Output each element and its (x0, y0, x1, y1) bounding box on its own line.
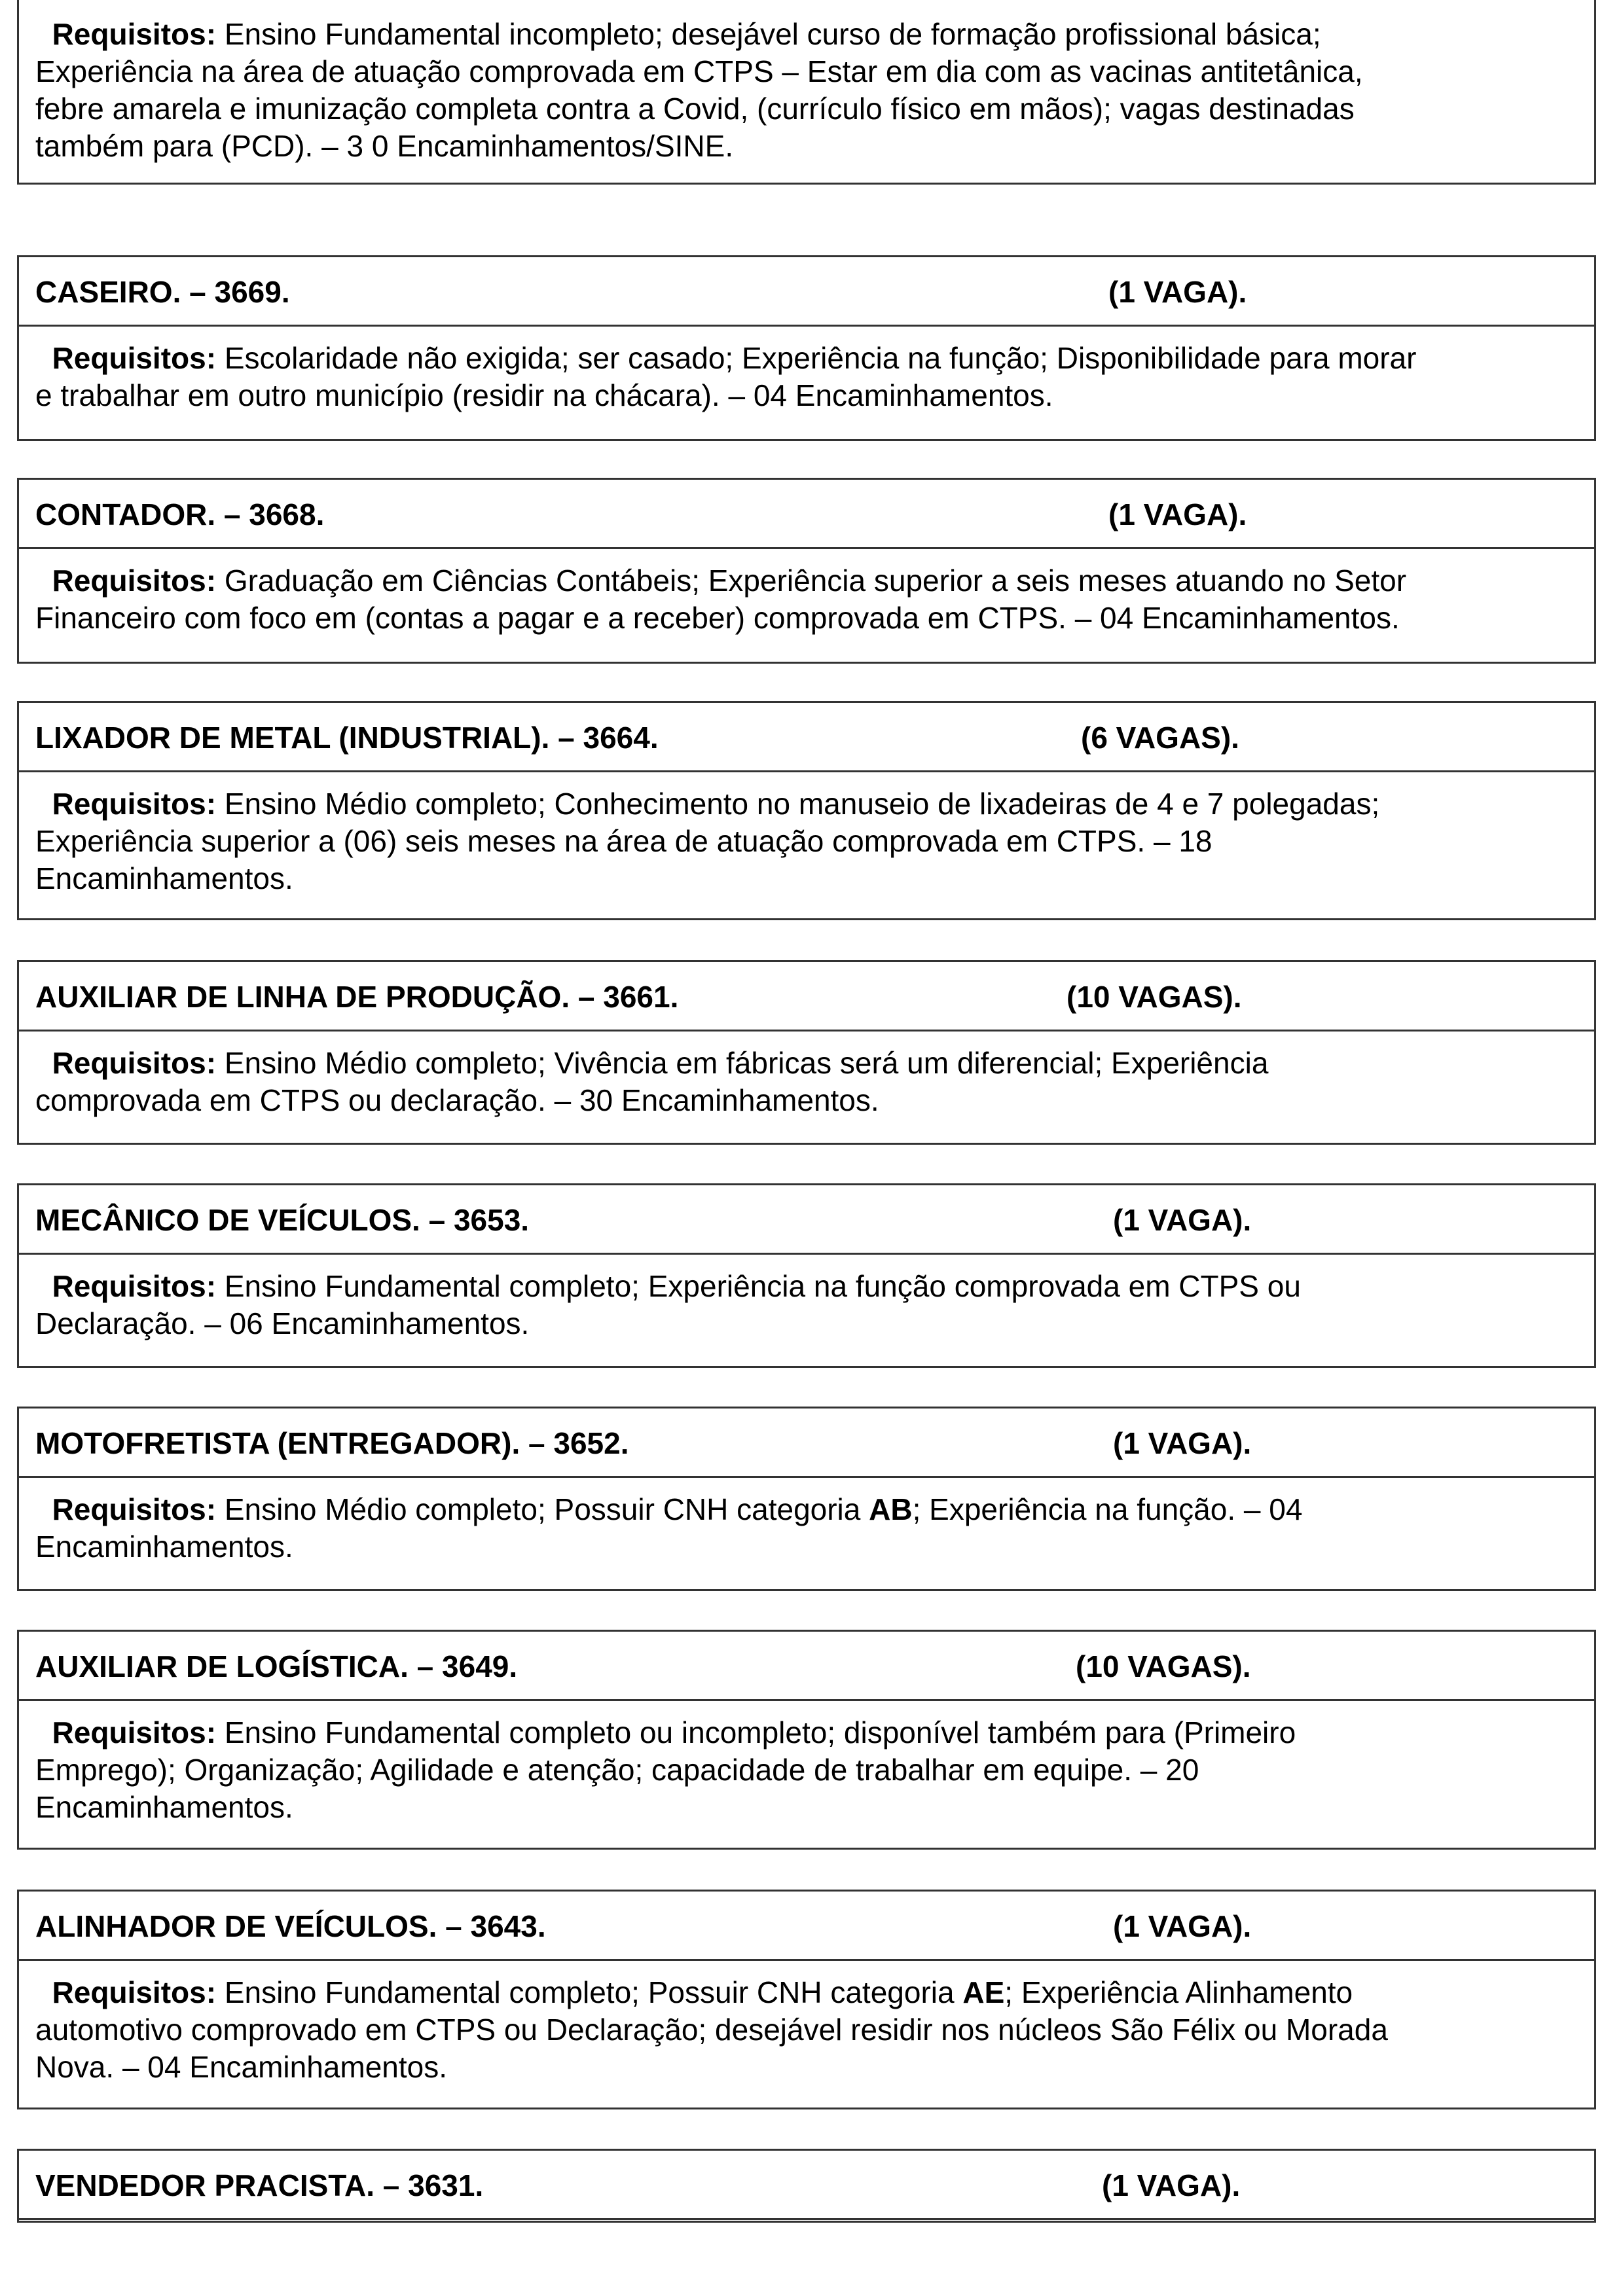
requirement-text: Ensino Fundamental completo; Possuir CNH categoria (224, 1975, 963, 2009)
job-requirements (19, 1961, 1594, 2086)
job-header (19, 703, 1594, 772)
requirement-text: ; Experiência Alinhamento automotivo comprovado em CTPS ou Declaração; desejável residir nos núcleos São Félix ou Morada Nova. – 04 Encaminhamentos. (35, 1975, 1388, 2084)
requirement-text: Ensino Fundamental completo; Experiência na função comprovada em CTPS ou Declaração. – 06 Encaminhamentos. (35, 1269, 1301, 1340)
job-vacancies: (10 VAGAS). (1076, 1649, 1251, 1683)
requisitos-label: Requisitos: (52, 1492, 217, 1526)
job-requirements (19, 1031, 1594, 1119)
job-vacancies: (1 VAGA). (1108, 497, 1247, 531)
requirement-emphasis: AE (962, 1975, 1005, 2009)
requisitos-label: Requisitos: (52, 341, 217, 375)
requirement-text: Ensino Médio completo; Conhecimento no manuseio de lixadeiras de 4 e 7 polegadas; Experiência superior a (06) seis meses na área de atuação comprovada em CTPS. – 18 Encaminhamentos. (35, 787, 1380, 895)
job-header (19, 257, 1594, 327)
requisitos-label: Requisitos: (52, 1269, 217, 1303)
requisitos-label: Requisitos: (52, 1975, 217, 2009)
job-title: VENDEDOR PRACISTA. – 3631. (35, 2168, 484, 2202)
job-requirements (19, 1701, 1594, 1826)
job-header (19, 2151, 1594, 2220)
job-card (17, 1630, 1596, 1850)
job-requirements (19, 772, 1594, 897)
job-requirements (19, 1478, 1594, 1566)
requisitos-label: Requisitos: (52, 17, 217, 51)
job-header (19, 1408, 1594, 1478)
job-vacancies: (1 VAGA). (1113, 1203, 1252, 1237)
requisitos-label: Requisitos: (52, 564, 217, 598)
requisitos-label: Requisitos: (52, 787, 217, 821)
requirement-emphasis: AB (869, 1492, 913, 1526)
job-card (17, 2149, 1596, 2223)
job-title: LIXADOR DE METAL (INDUSTRIAL). – 3664. (35, 721, 659, 755)
job-title: AUXILIAR DE LINHA DE PRODUÇÃO. – 3661. (35, 980, 679, 1014)
job-vacancies: (1 VAGA). (1102, 2168, 1241, 2202)
job-header (19, 962, 1594, 1031)
job-card (17, 960, 1596, 1145)
job-header (19, 1892, 1594, 1961)
job-header (19, 1185, 1594, 1255)
job-requirements (19, 327, 1594, 414)
job-vacancies: (10 VAGAS). (1067, 980, 1242, 1014)
job-requirements (19, 1255, 1594, 1342)
job-title: CASEIRO. – 3669. (35, 275, 290, 309)
requirement-text: Ensino Médio completo; Vivência em fábricas será um diferencial; Experiência comprovada em CTPS ou declaração. – 30 Encaminhamentos. (35, 1046, 1269, 1117)
job-title: CONTADOR. – 3668. (35, 497, 325, 531)
job-requirements (19, 549, 1594, 637)
job-card (17, 1890, 1596, 2109)
requirement-text: ; Experiência na função. – 04 Encaminhamentos. (35, 1492, 1303, 1564)
job-title: AUXILIAR DE LOGÍSTICA. – 3649. (35, 1649, 518, 1683)
job-title: ALINHADOR DE VEÍCULOS. – 3643. (35, 1909, 546, 1943)
job-card (17, 701, 1596, 920)
job-vacancies: (1 VAGA). (1113, 1426, 1252, 1460)
job-header (19, 1632, 1594, 1701)
job-header (19, 480, 1594, 549)
job-requirements (19, 0, 1594, 165)
requisitos-label: Requisitos: (52, 1715, 217, 1749)
job-card (17, 1183, 1596, 1368)
job-vacancies: (1 VAGA). (1108, 275, 1247, 309)
requirement-text: Ensino Médio completo; Possuir CNH categoria (224, 1492, 869, 1526)
requirement-text: Ensino Fundamental completo ou incompleto; disponível também para (Primeiro Emprego); Organização; Agilidade e atenção; capacidade de trabalhar em equipe. – 20 Encaminhamentos. (35, 1715, 1296, 1824)
job-card (17, 255, 1596, 441)
requisitos-label: Requisitos: (52, 1046, 217, 1080)
job-card (17, 0, 1596, 185)
job-title: MECÂNICO DE VEÍCULOS. – 3653. (35, 1203, 530, 1237)
job-vacancies: (6 VAGAS). (1081, 721, 1239, 755)
job-card (17, 478, 1596, 664)
job-vacancies: (1 VAGA). (1113, 1909, 1252, 1943)
job-card (17, 1407, 1596, 1591)
requirement-text: Ensino Fundamental incompleto; desejável curso de formação profissional básica; Experiência na área de atuação comprovada em CTPS – Estar em dia com as vacinas antitetânica, febre amarela e imunização completa contra a Covid, (currículo físico em mãos); vagas destinadas também para (PCD). – 3 0 Encaminhamentos/SINE. (35, 17, 1363, 163)
job-title: MOTOFRETISTA (ENTREGADOR). – 3652. (35, 1426, 629, 1460)
requirement-text: Escolaridade não exigida; ser casado; Experiência na função; Disponibilidade para morar e trabalhar em outro município (residir na chácara). – 04 Encaminhamentos. (35, 341, 1417, 412)
requirement-text: Graduação em Ciências Contábeis; Experiência superior a seis meses atuando no Setor Financeiro com foco em (contas a pagar e a receber) comprovada em CTPS. – 04 Encaminhamentos. (35, 564, 1407, 635)
